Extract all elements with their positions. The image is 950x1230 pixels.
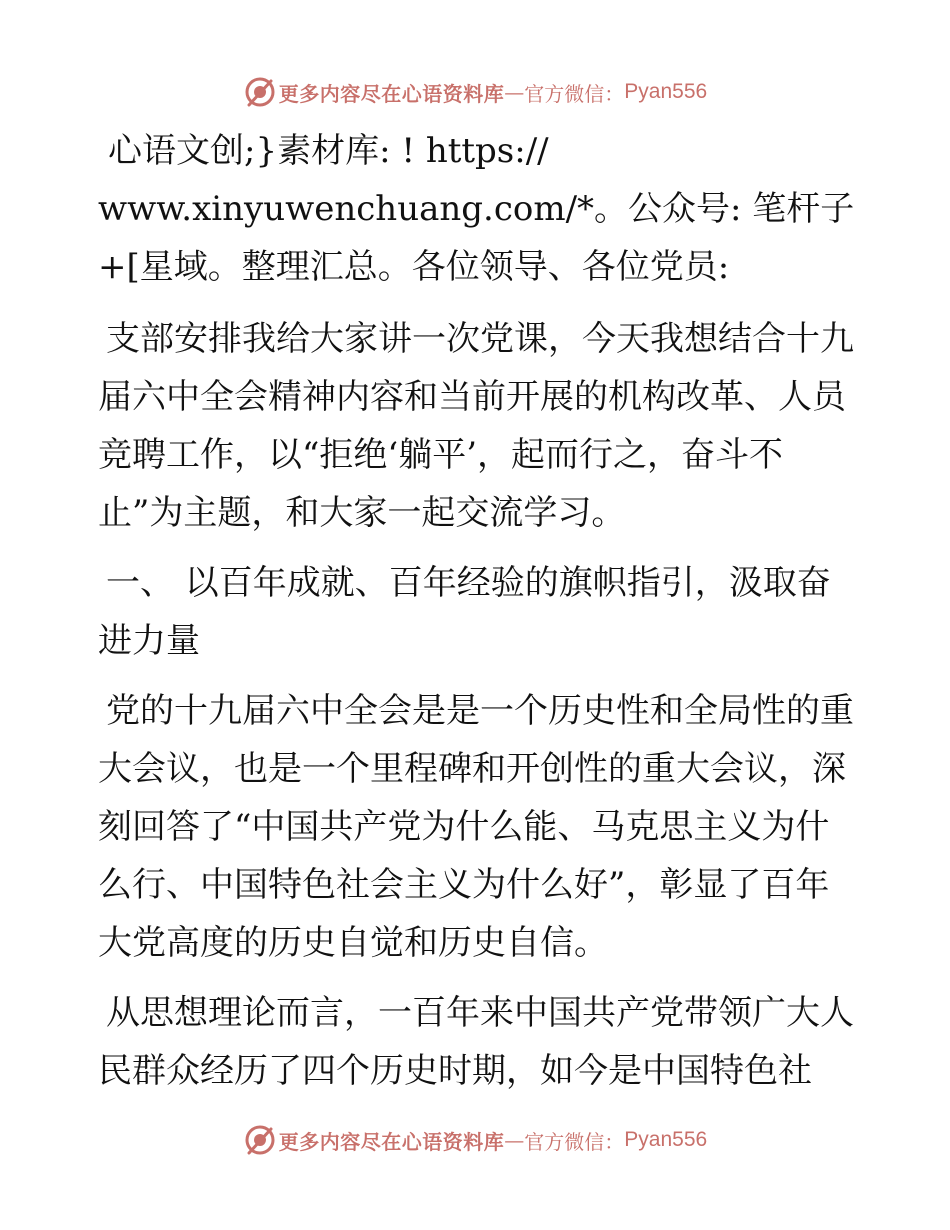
footer-brand: 更多内容尽在心语资料库 bbox=[278, 1129, 505, 1154]
footer-wechat-id: Pyan556 bbox=[624, 1128, 708, 1151]
header-brand: 更多内容尽在心语资料库 bbox=[278, 81, 505, 106]
header-wechat-id: Pyan556 bbox=[624, 80, 708, 103]
header-banner bbox=[0, 72, 950, 112]
paragraph-intro: 心语文创;}素材库: ! https:// www.xinyuwenchuang.com/*。公众号: 笔杆子+[星域。整理汇总。各位领导、各位党员: bbox=[98, 131, 855, 287]
section-heading-1: 一、 以百年成就、百年经验的旗帜指引，汲取奋进力量 bbox=[98, 563, 831, 661]
logo-icon bbox=[243, 1123, 277, 1157]
logo-icon bbox=[243, 75, 277, 109]
footer-wechat-label: 官方微信： bbox=[524, 1129, 625, 1154]
footer-banner bbox=[0, 1120, 950, 1160]
footer-separator: — bbox=[504, 1128, 525, 1152]
header-separator: — bbox=[504, 80, 525, 104]
document-body bbox=[98, 122, 858, 1112]
header-wechat-label: 官方微信： bbox=[524, 81, 625, 106]
paragraph-opening: 支部安排我给大家讲一次党课，今天我想结合十九届六中全会精神内容和当前开展的机构改革、人员竞聘工作，以“拒绝‘躺平’，起而行之，奋斗不止”为主题，和大家一起交流学习。 bbox=[98, 319, 854, 533]
paragraph-plenum: 党的十九届六中全会是是一个历史性和全局性的重大会议，也是一个里程碑和开创性的重大会议，深刻回答了“中国共产党为什么能、马克思主义为什么行、中国特色社会主义为什么好”，彰显了百年大党高度的历史自觉和历史自信。 bbox=[98, 691, 854, 963]
paragraph-theory: 从思想理论而言，一百年来中国共产党带领广大人民群众经历了四个历史时期，如今是中国特色社 bbox=[98, 993, 854, 1091]
